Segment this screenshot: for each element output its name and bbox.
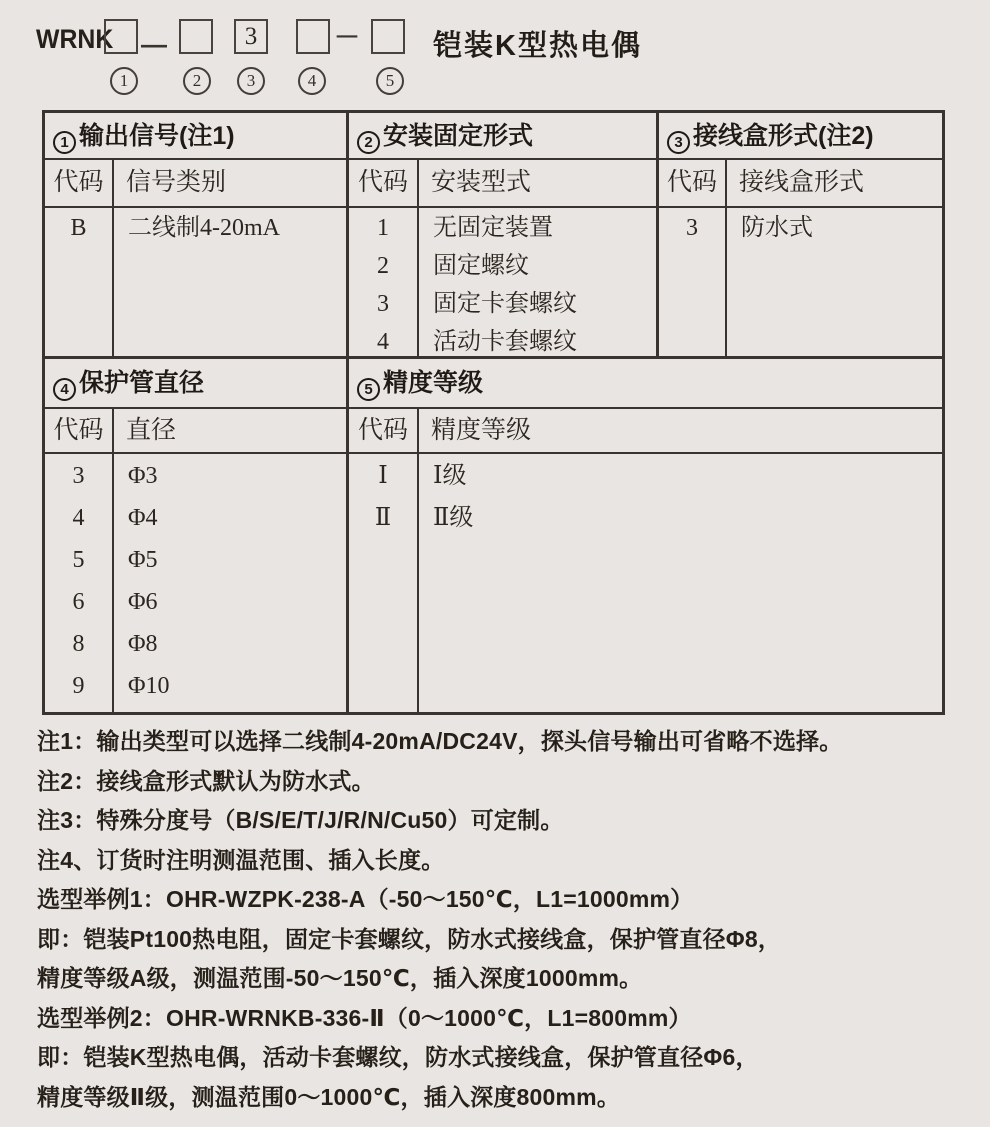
code-cell: 3: [377, 291, 389, 317]
model-code-box-3: 3: [234, 19, 268, 54]
example-2-title: 选型举例2：OHR-WRNKB-336-Ⅱ（0～1000℃，L1=800mm）: [37, 1004, 692, 1031]
value-cell: Φ8: [128, 631, 158, 657]
col-header-code-4: 代码: [45, 409, 114, 452]
sub-header-row-a: [45, 160, 942, 208]
code-cell: 5: [72, 547, 85, 573]
code-cell: 4: [377, 329, 389, 355]
section-circle-1: 1: [53, 131, 76, 154]
example-1-desc-line-1: 即：铠装Pt100热电阻，固定卡套螺纹，防水式接线盒，保护管直径Φ8，: [37, 925, 782, 952]
value-cell: 二线制4-20mA: [128, 215, 280, 241]
section-title-text-5: 精度等级: [383, 369, 484, 397]
value-cell: Ⅰ级: [433, 463, 467, 489]
section-title-row-b: [45, 359, 942, 409]
values-section-2: [419, 208, 659, 356]
model-code-box-2: [179, 19, 213, 54]
value-cell: Ⅱ级: [433, 505, 474, 531]
section-title-4: [45, 359, 349, 407]
value-cell: Φ3: [128, 463, 158, 489]
example-2-desc-line-1: 即：铠装K型热电偶，活动卡套螺纹，防水式接线盒，保护管直径Φ6，: [37, 1044, 759, 1070]
example-1-title: 选型举例1：OHR-WZPK-238-A（-50～150℃，L1=1000mm）: [37, 886, 694, 912]
code-cell: 2: [377, 253, 389, 279]
note-2: 注2：接线盒形式默认为防水式。: [37, 767, 375, 794]
position-circle-3: 3: [237, 67, 265, 95]
sub-header-row-b: [45, 409, 942, 454]
model-code-box-1: [104, 19, 138, 54]
model-code-box-5: [371, 19, 405, 54]
code-cell: 9: [72, 673, 85, 699]
section-circle-5: 5: [357, 378, 380, 401]
code-cell: B: [70, 215, 87, 241]
col-header-val-5: 精度等级: [431, 417, 532, 444]
value-cell: 活动卡套螺纹: [433, 329, 577, 355]
example-2-desc-line-2: 精度等级Ⅱ级，测温范围0～1000℃，插入深度800mm。: [37, 1083, 621, 1110]
model-code-diagram: [0, 0, 990, 105]
value-cell: Φ5: [128, 547, 158, 573]
section-title-text-3: 接线盒形式(注2): [693, 122, 874, 150]
model-code-box-4: [296, 19, 330, 54]
code-cell: 3: [686, 215, 698, 241]
note-1: 注1：输出类型可以选择二线制4-20mA/DC24V，探头信号输出可省略不选择。: [37, 728, 843, 754]
section-title-1: [45, 113, 349, 158]
notes-block: [37, 722, 977, 1117]
value-cell: 无固定装置: [433, 215, 553, 241]
model-code-dash-2: －: [334, 22, 361, 52]
codes-section-2: [349, 208, 419, 356]
position-circle-5: 5: [376, 67, 404, 95]
section-title-3: [659, 113, 942, 158]
col-header-code-2: 代码: [349, 160, 419, 206]
note-4: 注4、订货时注明测温范围、插入长度。: [37, 846, 445, 873]
value-cell: Φ10: [128, 673, 170, 699]
value-cell: 防水式: [741, 215, 813, 241]
section-circle-4: 4: [53, 378, 76, 401]
data-area-a: [45, 208, 942, 359]
data-area-b: [45, 454, 942, 712]
product-title: 铠装K型热电偶: [433, 30, 642, 62]
values-section-5: [419, 454, 942, 712]
model-prefix: WRNK: [36, 24, 114, 54]
section-title-text-4: 保护管直径: [79, 369, 205, 397]
code-cell: Ⅱ: [374, 505, 392, 531]
value-cell: 固定卡套螺纹: [433, 291, 577, 317]
value-cell: Φ6: [128, 589, 158, 615]
section-title-5: [349, 359, 942, 407]
value-cell: Φ4: [128, 505, 158, 531]
model-code-dash-1: —: [141, 29, 167, 59]
selection-table: [42, 110, 945, 715]
section-title-text-1: 输出信号(注1): [79, 122, 235, 150]
codes-section-1: [45, 208, 114, 356]
codes-section-3: [659, 208, 727, 356]
col-header-val-1: 信号类别: [114, 160, 349, 206]
code-cell: 6: [72, 589, 85, 615]
section-circle-3: 3: [667, 131, 690, 154]
example-1-desc-line-2: 精度等级A级，测温范围-50～150℃，插入深度1000mm。: [37, 965, 643, 991]
section-title-row-a: [45, 113, 942, 160]
position-circle-4: 4: [298, 67, 326, 95]
section-title-text-2: 安装固定形式: [383, 122, 534, 150]
values-section-3: [727, 208, 942, 356]
position-circle-2: 2: [183, 67, 211, 95]
section-title-2: [349, 113, 659, 158]
col-header-code-3: 代码: [659, 160, 727, 206]
values-section-4: [114, 454, 349, 712]
codes-section-4: [45, 454, 114, 712]
code-cell: 1: [377, 215, 389, 241]
col-header-code-1: 代码: [45, 160, 114, 206]
col-header-val-2: 安装型式: [419, 160, 659, 206]
position-circle-1: 1: [110, 67, 138, 95]
col-header-code-5: 代码: [349, 409, 419, 452]
value-cell: 固定螺纹: [433, 253, 529, 279]
note-3: 注3：特殊分度号（B/S/E/T/J/R/N/Cu50）可定制。: [37, 807, 564, 833]
section-circle-2: 2: [357, 131, 380, 154]
values-section-1: [114, 208, 349, 356]
code-cell: 8: [72, 631, 85, 657]
code-cell: 3: [72, 463, 85, 489]
code-cell: Ⅰ: [378, 463, 388, 489]
code-cell: 4: [72, 505, 85, 531]
col-header-val-3: 接线盒形式: [739, 169, 865, 196]
col-header-val-4: 直径: [114, 409, 349, 452]
codes-section-5: [349, 454, 419, 712]
